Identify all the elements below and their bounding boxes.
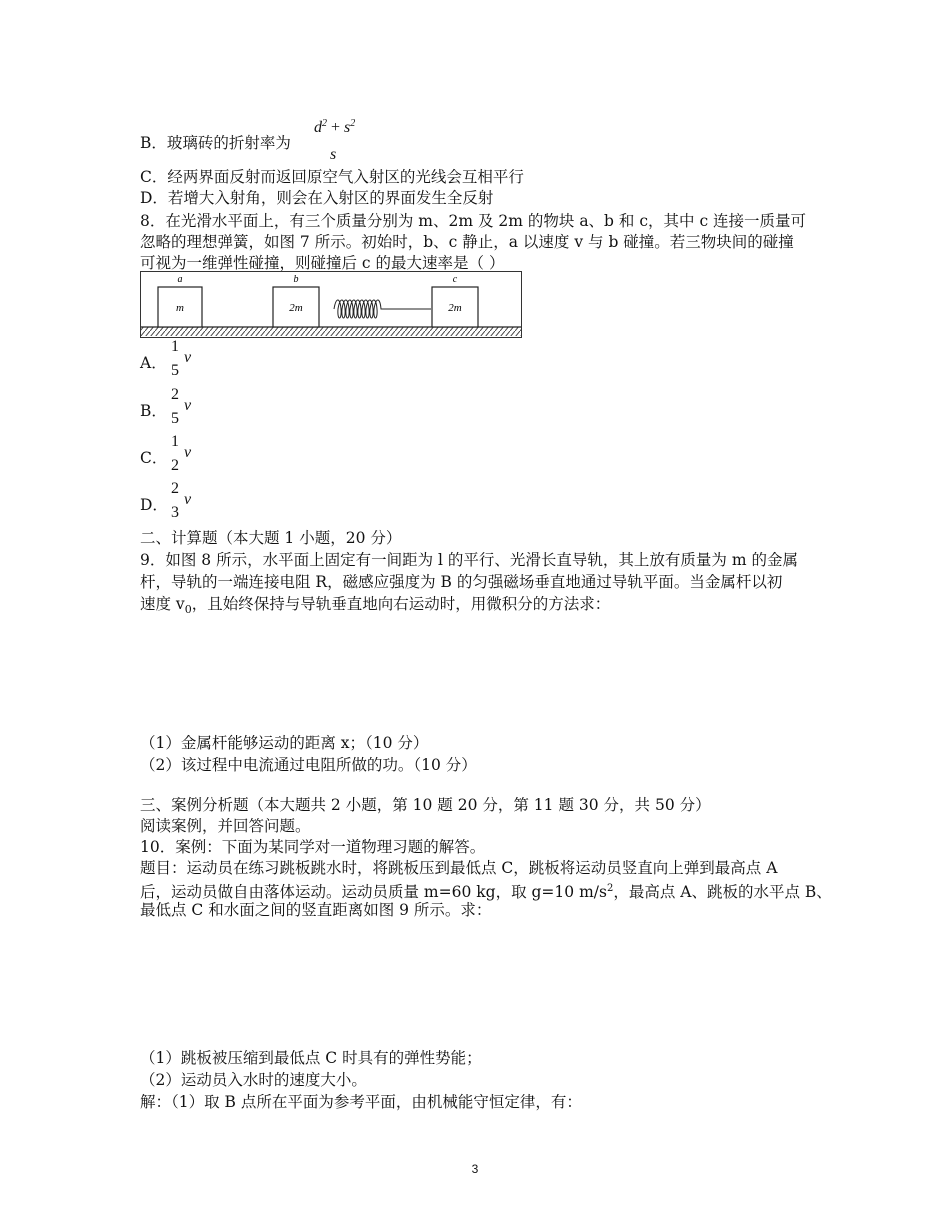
q9-stem-line3: 速度 $v_0$，且始终保持与导轨垂直地向右运动时，用微积分的方法求： [140,595,611,616]
q10-line4: 最低点 C 和水面之间的竖直距离如图 9 所示。求： [140,901,492,919]
optB-formula-numerator: $d^2 + s^2$ [314,118,356,136]
q8-stem-line1: 8．在光滑水平面上，有三个质量分别为 m、2m 及 2m 的物块 a、b 和 c，其中 c 连接一质量可 [140,212,807,230]
section3-heading: 三、案例分析题（本大题共 2 小题，第 10 题 20 分，第 11 题 30 分，共 50 分） [140,796,711,814]
block-c-label: c [452,274,458,285]
figure-7-blocks-spring [140,271,522,339]
section3-intro: 阅读案例，并回答问题。 [140,817,311,835]
q9-subquestion-1: （1）金属杆能够运动的距离 x；（10 分） [140,734,429,752]
optB-formula-denominator: s [330,146,337,163]
q10-line3: 后，运动员做自由落体运动。运动员质量 m=60 kg，取 g=10 $m/s^2$，最高点 A、跳板的水平点 B、 [140,883,832,901]
block-c-mass: 2m [448,302,462,314]
q9-stem-line1: 9．如图 8 所示，水平面上固定有一间距为 l 的平行、光滑长直导轨，其上放有质量为 m 的金属 [140,551,798,569]
q8-stem-line3: 可视为一维弹性碰撞，则碰撞后 c 的最大速率是（ ） [140,254,505,272]
q7-option-d: D．若增大入射角，则会在入射区的界面发生全反射 [140,189,494,207]
q7-option-c: C．经两界面反射而返回原空气入射区的光线会互相平行 [140,168,524,186]
q10-line1: 10．案例：下面为某同学对一道物理习题的解答。 [140,838,486,856]
q9-stem-line2: 杆，导轨的一端连接电阻 R，磁感应强度为 B 的匀强磁场垂直地通过导轨平面。当金属杆以初 [140,573,783,591]
q7-option-b: B．玻璃砖的折射率为 [140,134,291,152]
block-b-mass: 2m [289,302,303,314]
q10-solution-start: 解：（1）取 B 点所在平面为参考平面，由机械能守恒定律，有： [140,1093,582,1111]
page-number: 3 [471,1162,479,1176]
q10-subquestion-2: （2）运动员入水时的速度大小。 [140,1071,367,1089]
spring [334,300,431,318]
block-b-label: b [293,274,299,285]
block-a-mass: m [176,302,184,314]
ground-hatching [141,327,521,336]
q10-line2: 题目：运动员在练习跳板跳水时，将跳板压到最低点 C，跳板将运动员竖直向上弹到最高点 A [140,859,778,877]
q9-subquestion-2: （2）该过程中电流通过电阻所做的功。（10 分） [140,756,477,774]
q8-stem-line2: 忽略的理想弹簧，如图 7 所示。初始时，b、c 静止，a 以速度 v 与 b 碰撞。若三物块间的碰撞 [140,233,794,251]
q10-subquestion-1: （1）跳板被压缩到最低点 C 时具有的弹性势能； [140,1049,482,1067]
section2-heading: 二、计算题（本大题 1 小题，20 分） [140,529,402,547]
block-a-label: a [177,274,183,285]
